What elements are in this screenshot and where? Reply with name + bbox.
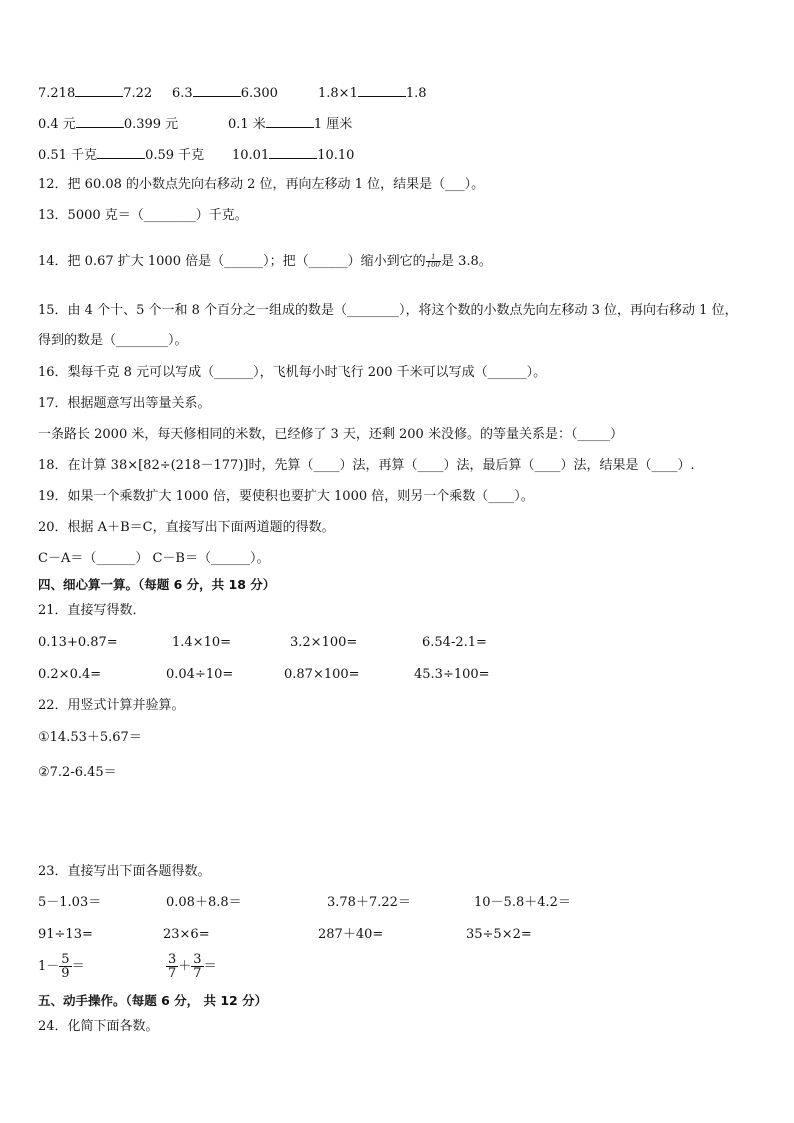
compare-item: 6.3 6.300 bbox=[172, 86, 278, 101]
calc-item: 0.08＋8.8＝ bbox=[166, 895, 242, 910]
question-14: 14．把 0.67 扩大 1000 倍是（______）；把（______）缩小到它的 $\frac{1}{100}$ 是 3.8。 bbox=[38, 253, 492, 269]
compare-item: 0.1 米 1 厘米 bbox=[228, 117, 353, 132]
compare-item: 0.4 元 0.399 元 bbox=[38, 117, 179, 132]
compare-item: 7.218 7.22 bbox=[38, 86, 153, 101]
calc-item: 1.4×10= bbox=[172, 635, 232, 650]
calc-item: 23×6= bbox=[163, 927, 210, 942]
calc-item: 0.04÷10= bbox=[166, 667, 234, 682]
compare-item: 0.51 千克 0.59 千克 bbox=[38, 148, 205, 163]
question-24: 24．化简下面各数。 bbox=[38, 1019, 159, 1034]
question-17: 17．根据题意写出等量关系。 bbox=[38, 396, 211, 411]
fraction: $\frac{5}{9}$ bbox=[61, 952, 70, 981]
fraction-calc-2: $\frac{3}{7}$ ＋ $\frac{3}{7}$ ＝ bbox=[168, 952, 217, 981]
answer-blank[interactable] bbox=[269, 146, 317, 159]
calc-item: 5－1.03＝ bbox=[38, 895, 102, 910]
answer-blank[interactable] bbox=[358, 84, 406, 97]
calc-item: 91÷13= bbox=[38, 927, 93, 942]
calc-item: 10－5.8＋4.2＝ bbox=[474, 895, 571, 910]
question-19: 19．如果一个乘数扩大 1000 倍，要使积也要扩大 1000 倍，则另一个乘数（____）。 bbox=[38, 489, 534, 504]
compare-item: 1.8×1 1.8 bbox=[318, 86, 427, 101]
question-16: 16．梨每千克 8 元可以写成（______），飞机每小时飞行 200 千米可以写成（______）。 bbox=[38, 365, 547, 380]
calc-item: 6.54-2.1= bbox=[422, 635, 487, 650]
calc-item: 3.2×100= bbox=[290, 635, 358, 650]
question-18: 18．在计算 38×[82÷(218－177)]时，先算（____）法，再算（____）法，最后算（____）法，结果是（____）. bbox=[38, 458, 695, 473]
answer-blank[interactable] bbox=[193, 84, 241, 97]
calc-item: 3.78＋7.22＝ bbox=[327, 895, 411, 910]
answer-blank[interactable] bbox=[266, 115, 314, 128]
calc-item: 0.2×0.4= bbox=[38, 667, 102, 682]
question-23: 23．直接写出下面各题得数。 bbox=[38, 864, 211, 879]
calc-item: 0.87×100= bbox=[284, 667, 360, 682]
question-15: 15．由 4 个十、5 个一和 8 个百分之一组成的数是（________），将这个数的小数点先向左移动 3 位，再向右移动 1 位， bbox=[38, 303, 738, 318]
calc-item: 35÷5×2= bbox=[466, 927, 532, 942]
answer-blank[interactable] bbox=[97, 146, 145, 159]
calc-item: 45.3÷100= bbox=[414, 667, 490, 682]
compare-item: 10.01 10.10 bbox=[232, 148, 355, 163]
calc-item: 287＋40= bbox=[318, 927, 384, 942]
question-20: 20．根据 A＋B＝C，直接写出下面两道题的得数。 bbox=[38, 520, 335, 535]
fraction-one-hundredth: $\frac{1}{100}$ bbox=[426, 253, 440, 269]
question-22: 22．用竖式计算并验算。 bbox=[38, 698, 185, 713]
fraction-calc-1: 1－ $\frac{5}{9}$ ＝ bbox=[38, 952, 85, 981]
answer-blank[interactable] bbox=[75, 84, 123, 97]
question-22-part-2: ②7.2-6.45＝ bbox=[38, 765, 117, 780]
calc-item: 0.13+0.87= bbox=[38, 635, 118, 650]
section-four-heading: 四、细心算一算。（每题 6 分，共 18 分） bbox=[38, 577, 276, 592]
fraction: $\frac{3}{7}$ bbox=[193, 952, 202, 981]
question-13: 13．5000 克＝（________）千克。 bbox=[38, 208, 248, 223]
question-22-part-1: ①14.53＋5.67＝ bbox=[38, 730, 142, 745]
question-21: 21．直接写得数． bbox=[38, 603, 146, 618]
fraction: $\frac{3}{7}$ bbox=[168, 952, 177, 981]
answer-blank[interactable] bbox=[76, 115, 124, 128]
question-20-body: C－A＝（______） C－B＝（______）。 bbox=[38, 551, 270, 566]
section-five-heading: 五、动手操作。（每题 6 分， 共 12 分） bbox=[38, 993, 268, 1008]
question-15-continued: 得到的数是（________）。 bbox=[38, 333, 188, 348]
question-17-body: 一条路长 2000 米，每天修相同的米数，已经修了 3 天，还剩 200 米没修。的等量关系是：（_____） bbox=[38, 427, 623, 442]
question-12: 12．把 60.08 的小数点先向右移动 2 位，再向左移动 1 位，结果是（___）。 bbox=[38, 177, 485, 192]
